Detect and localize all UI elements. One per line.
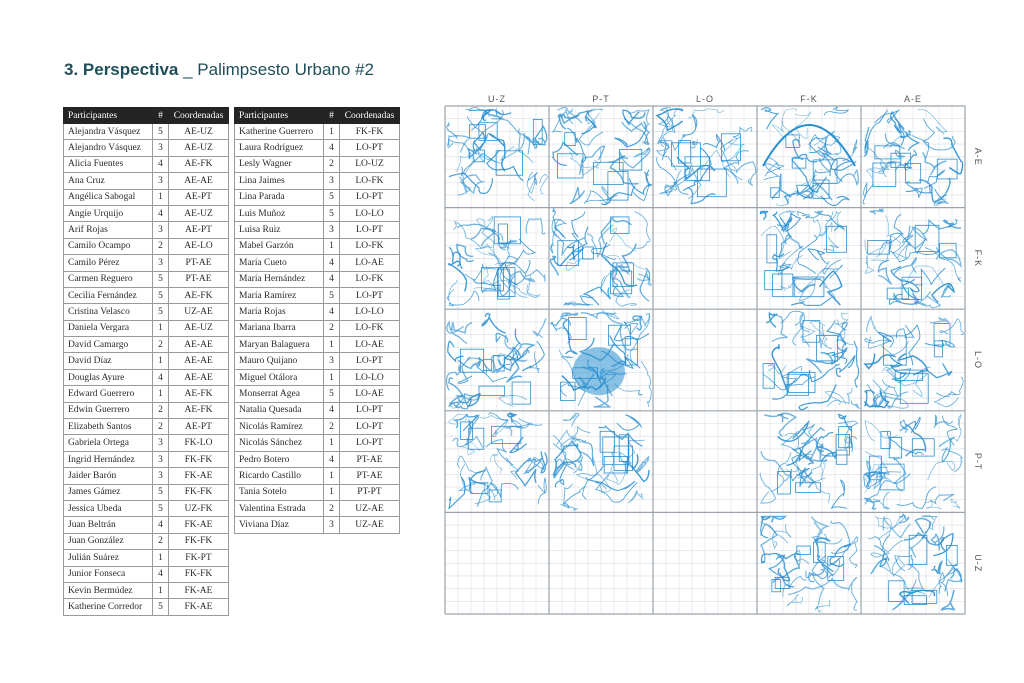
participant-coords: LO-PT — [340, 353, 400, 369]
table-row — [235, 140, 400, 156]
table-row — [64, 287, 229, 303]
participant-name: Maryan Balaguera — [235, 337, 324, 353]
participant-number: 5 — [153, 484, 169, 500]
grid-row-label: U-Z — [973, 554, 983, 573]
table-row — [235, 500, 400, 516]
participant-coords: FK-FK — [169, 566, 229, 582]
participant-name: Cristina Velasco — [64, 304, 153, 320]
participant-coords: AE-FK — [169, 156, 229, 172]
participant-name: Monserrat Agea — [235, 386, 324, 402]
participant-number: 5 — [153, 271, 169, 287]
participant-coords: AE-FK — [169, 386, 229, 402]
participant-coords: LO-PT — [340, 189, 400, 205]
participant-number: 3 — [153, 468, 169, 484]
participant-number: 1 — [153, 386, 169, 402]
participant-number: 4 — [324, 140, 340, 156]
table-row — [64, 140, 229, 156]
participant-number: 4 — [153, 566, 169, 582]
grid-col-label: F-K — [800, 94, 818, 104]
participant-name: Ricardo Castillo — [235, 468, 324, 484]
participant-coords: PT-AE — [340, 468, 400, 484]
participant-number: 3 — [153, 222, 169, 238]
table-row — [235, 304, 400, 320]
table-row — [64, 533, 229, 549]
participant-coords: AE-FK — [169, 402, 229, 418]
participant-name: Elizabeth Santos — [64, 419, 153, 435]
header-number: # — [324, 108, 340, 124]
participant-coords: LO-PT — [340, 402, 400, 418]
participant-coords: LO-AE — [340, 386, 400, 402]
participant-number: 5 — [153, 500, 169, 516]
participant-coords: AE-AE — [169, 353, 229, 369]
participant-number: 1 — [324, 468, 340, 484]
participant-number: 5 — [324, 386, 340, 402]
table-row — [64, 566, 229, 582]
sketch-cell-2-4 — [865, 317, 964, 409]
sketch-cell-4-4 — [868, 514, 962, 610]
participant-name: Katherine Corredor — [64, 599, 153, 615]
sketch-cell-0-1 — [553, 108, 652, 205]
table-row — [64, 337, 229, 353]
participant-name: David Díaz — [64, 353, 153, 369]
table-row — [64, 500, 229, 516]
participant-coords: FK-AE — [169, 468, 229, 484]
table-row — [64, 255, 229, 271]
page-title — [64, 60, 374, 80]
table-row — [235, 353, 400, 369]
participant-name: Katherine Guerrero — [235, 124, 324, 140]
table-row — [64, 189, 229, 205]
participant-name: Angie Urquijo — [64, 205, 153, 221]
participant-coords: UZ-AE — [340, 500, 400, 516]
participant-name: Angélica Sabogal — [64, 189, 153, 205]
table-row — [64, 156, 229, 172]
participant-number: 1 — [324, 435, 340, 451]
participant-name: Mauro Quijano — [235, 353, 324, 369]
participant-number: 4 — [153, 156, 169, 172]
table-row — [235, 435, 400, 451]
participant-coords: AE-UZ — [169, 320, 229, 336]
participant-coords: FK-FK — [340, 124, 400, 140]
table-row — [235, 173, 400, 189]
participants-table-1-body — [64, 124, 229, 616]
participant-number: 4 — [324, 304, 340, 320]
table-row — [235, 271, 400, 287]
participant-number: 5 — [153, 287, 169, 303]
participant-name: María Rojas — [235, 304, 324, 320]
table-row — [235, 156, 400, 172]
participant-name: Alejandra Vásquez — [64, 124, 153, 140]
table-row — [64, 222, 229, 238]
table-row — [235, 337, 400, 353]
participant-name: Valentina Estrada — [235, 500, 324, 516]
participant-number: 4 — [324, 402, 340, 418]
grid-row-label: P-T — [973, 452, 983, 471]
sketch-cell-2-3 — [763, 311, 859, 410]
header-coords: Coordenadas — [169, 108, 229, 124]
table-row — [235, 189, 400, 205]
participant-number: 5 — [153, 124, 169, 140]
participant-number: 2 — [153, 337, 169, 353]
participant-coords: PT-AE — [169, 271, 229, 287]
table-row — [235, 124, 400, 140]
participant-name: Mariana Ibarra — [235, 320, 324, 336]
participants-table-2 — [234, 107, 400, 534]
participants-table-1 — [63, 107, 229, 616]
table-row — [64, 353, 229, 369]
participant-number: 4 — [153, 517, 169, 533]
table-row — [235, 468, 400, 484]
page-title-subtitle: _ Palimpsesto Urbano #2 — [183, 60, 374, 79]
table-row — [235, 386, 400, 402]
participant-name: Ana Cruz — [64, 173, 153, 189]
table-row — [64, 386, 229, 402]
participant-coords: FK-FK — [169, 484, 229, 500]
participant-number: 3 — [324, 173, 340, 189]
participant-name: Alejandro Vásquez — [64, 140, 153, 156]
participant-coords: FK-AE — [169, 582, 229, 598]
sketch-cell-0-2 — [657, 107, 756, 203]
participant-name: Lesly Wagner — [235, 156, 324, 172]
grid-col-label: U-Z — [488, 94, 506, 104]
participant-name: Lina Parada — [235, 189, 324, 205]
participant-name: Alicia Fuentes — [64, 156, 153, 172]
participant-name: Juan González — [64, 533, 153, 549]
participant-coords: LO-PT — [340, 287, 400, 303]
participant-number: 1 — [324, 369, 340, 385]
participant-name: Tania Sotelo — [235, 484, 324, 500]
grid-col-label: P-T — [592, 94, 610, 104]
participant-coords: AE-AE — [169, 337, 229, 353]
participant-number: 3 — [153, 435, 169, 451]
participant-coords: UZ-AE — [340, 517, 400, 533]
participant-number: 3 — [153, 173, 169, 189]
table-row — [235, 369, 400, 385]
participant-coords: PT-AE — [340, 451, 400, 467]
participant-number: 3 — [153, 140, 169, 156]
header-coords: Coordenadas — [340, 108, 400, 124]
participant-name: Lina Jaimes — [235, 173, 324, 189]
header-participants: Participantes — [64, 108, 153, 124]
participant-coords: AE-LO — [169, 238, 229, 254]
participant-number: 1 — [153, 353, 169, 369]
participant-number: 1 — [153, 189, 169, 205]
participant-number: 3 — [324, 517, 340, 533]
table-row — [64, 419, 229, 435]
participant-name: Edward Guerrero — [64, 386, 153, 402]
participant-number: 3 — [324, 222, 340, 238]
participant-name: Mabel Garzón — [235, 238, 324, 254]
table-row — [235, 320, 400, 336]
participant-coords: LO-FK — [340, 173, 400, 189]
participant-name: Gabriela Ortega — [64, 435, 153, 451]
table-row — [235, 238, 400, 254]
participant-number: 1 — [324, 238, 340, 254]
participant-number: 4 — [153, 205, 169, 221]
participant-name: Camilo Pérez — [64, 255, 153, 271]
participant-number: 5 — [324, 189, 340, 205]
header-participants: Participantes — [235, 108, 324, 124]
participant-name: Kevin Bermúdez — [64, 582, 153, 598]
participant-number: 2 — [153, 419, 169, 435]
participant-coords: LO-PT — [340, 435, 400, 451]
participant-coords: LO-FK — [340, 320, 400, 336]
participant-name: James Gámez — [64, 484, 153, 500]
participant-number: 2 — [324, 500, 340, 516]
table-row — [64, 468, 229, 484]
table-row — [235, 287, 400, 303]
table-header-row — [235, 108, 400, 124]
participant-coords: LO-FK — [340, 271, 400, 287]
participant-number: 2 — [153, 402, 169, 418]
participant-name: Viviana Díaz — [235, 517, 324, 533]
table-row — [64, 451, 229, 467]
participant-coords: AE-AE — [169, 173, 229, 189]
participant-coords: PT-PT — [340, 484, 400, 500]
table-row — [235, 419, 400, 435]
table-row — [64, 550, 229, 566]
participant-number: 1 — [153, 320, 169, 336]
participant-number: 2 — [324, 156, 340, 172]
table-row — [235, 517, 400, 533]
sketch-cell-1-0 — [447, 216, 545, 306]
participant-number: 4 — [153, 369, 169, 385]
participant-name: Junior Fonseca — [64, 566, 153, 582]
table-row — [235, 255, 400, 271]
participant-name: Ingrid Hernández — [64, 451, 153, 467]
participant-coords: AE-PT — [169, 419, 229, 435]
participant-name: Edwin Guerrero — [64, 402, 153, 418]
table-row — [64, 402, 229, 418]
table-row — [64, 582, 229, 598]
participant-coords: LO-AE — [340, 337, 400, 353]
participant-coords: AE-PT — [169, 189, 229, 205]
participant-number: 2 — [324, 320, 340, 336]
participant-coords: LO-PT — [340, 140, 400, 156]
participant-coords: LO-UZ — [340, 156, 400, 172]
grid-row-label: L-O — [973, 350, 983, 370]
participant-number: 4 — [324, 271, 340, 287]
participant-name: Jaider Barón — [64, 468, 153, 484]
table-row — [64, 205, 229, 221]
participant-number: 3 — [153, 451, 169, 467]
participant-number: 1 — [324, 484, 340, 500]
participant-name: Luisa Ruiz — [235, 222, 324, 238]
participant-coords: LO-PT — [340, 222, 400, 238]
participant-coords: LO-FK — [340, 238, 400, 254]
participant-coords: AE-UZ — [169, 124, 229, 140]
table-row — [64, 173, 229, 189]
table-row — [64, 238, 229, 254]
participant-number: 1 — [324, 124, 340, 140]
grid-row-label: A-E — [973, 147, 983, 166]
participant-number: 5 — [324, 287, 340, 303]
participant-coords: UZ-FK — [169, 500, 229, 516]
table-row — [64, 369, 229, 385]
participant-number: 3 — [153, 255, 169, 271]
participant-name: Nicolás Ramírez — [235, 419, 324, 435]
grid-row-label: F-K — [973, 249, 983, 268]
table-row — [235, 402, 400, 418]
participant-name: Cecilia Fernández — [64, 287, 153, 303]
sketch-cell-0-3 — [761, 107, 858, 206]
participant-name: Carmen Reguero — [64, 271, 153, 287]
participant-coords: FK-AE — [169, 599, 229, 615]
participant-name: Pedro Botero — [235, 451, 324, 467]
header-number: # — [153, 108, 169, 124]
participant-coords: LO-LO — [340, 205, 400, 221]
participant-coords: LO-PT — [340, 419, 400, 435]
participant-number: 5 — [153, 599, 169, 615]
participant-coords: FK-FK — [169, 533, 229, 549]
participant-coords: FK-LO — [169, 435, 229, 451]
table-row — [64, 304, 229, 320]
participant-coords: AE-PT — [169, 222, 229, 238]
table-row — [235, 451, 400, 467]
table-row — [64, 599, 229, 615]
participant-name: Natalia Quesada — [235, 402, 324, 418]
participant-coords: PT-AE — [169, 255, 229, 271]
table-row — [64, 124, 229, 140]
participant-number: 1 — [153, 582, 169, 598]
palimpsest-grid — [445, 90, 983, 624]
participant-name: Julián Suárez — [64, 550, 153, 566]
participant-number: 2 — [153, 533, 169, 549]
participant-number: 4 — [324, 451, 340, 467]
participant-name: María Cueto — [235, 255, 324, 271]
sketch-cell-3-0 — [449, 413, 547, 509]
table-row — [235, 222, 400, 238]
palimpsest-grid-svg — [445, 90, 983, 624]
grid-col-label: A-E — [903, 94, 923, 104]
table-row — [64, 435, 229, 451]
participant-name: Arif Rojas — [64, 222, 153, 238]
participant-coords: LO-LO — [340, 369, 400, 385]
participant-number: 3 — [324, 353, 340, 369]
participant-name: Jessica Ubeda — [64, 500, 153, 516]
participant-name: Nicolás Sánchez — [235, 435, 324, 451]
table-row — [64, 484, 229, 500]
table-row — [235, 205, 400, 221]
participant-name: David Camargo — [64, 337, 153, 353]
participant-coords: LO-AE — [340, 255, 400, 271]
table-row — [64, 517, 229, 533]
participant-name: María Hernández — [235, 271, 324, 287]
page-title-section: 3. Perspectiva — [64, 60, 179, 79]
table-header-row — [64, 108, 229, 124]
participant-number: 1 — [153, 550, 169, 566]
participant-number: 5 — [153, 304, 169, 320]
participant-coords: AE-AE — [169, 369, 229, 385]
participant-coords: FK-FK — [169, 451, 229, 467]
participant-name: Miguel Otálora — [235, 369, 324, 385]
participant-coords: AE-UZ — [169, 205, 229, 221]
sketch-cell-2-0 — [447, 314, 547, 409]
participant-coords: AE-FK — [169, 287, 229, 303]
participant-coords: AE-UZ — [169, 140, 229, 156]
participant-coords: FK-AE — [169, 517, 229, 533]
participant-name: Juan Beltrán — [64, 517, 153, 533]
participant-coords: LO-LO — [340, 304, 400, 320]
participant-name: Laura Rodríguez — [235, 140, 324, 156]
participant-name: Daniela Vergara — [64, 320, 153, 336]
grid-col-label: L-O — [695, 94, 715, 104]
participant-name: María Ramírez — [235, 287, 324, 303]
participant-coords: UZ-AE — [169, 304, 229, 320]
participant-name: Camilo Ocampo — [64, 238, 153, 254]
participant-number: 4 — [324, 255, 340, 271]
participant-coords: FK-PT — [169, 550, 229, 566]
participant-name: Douglas Ayure — [64, 369, 153, 385]
sketch-cell-3-3 — [760, 413, 857, 508]
participant-name: Luis Muñoz — [235, 205, 324, 221]
table-row — [235, 484, 400, 500]
participant-number: 2 — [324, 419, 340, 435]
participants-table-2-body — [235, 124, 400, 534]
participant-number: 5 — [324, 205, 340, 221]
participant-number: 1 — [324, 337, 340, 353]
table-row — [64, 271, 229, 287]
table-row — [64, 320, 229, 336]
participant-number: 2 — [153, 238, 169, 254]
